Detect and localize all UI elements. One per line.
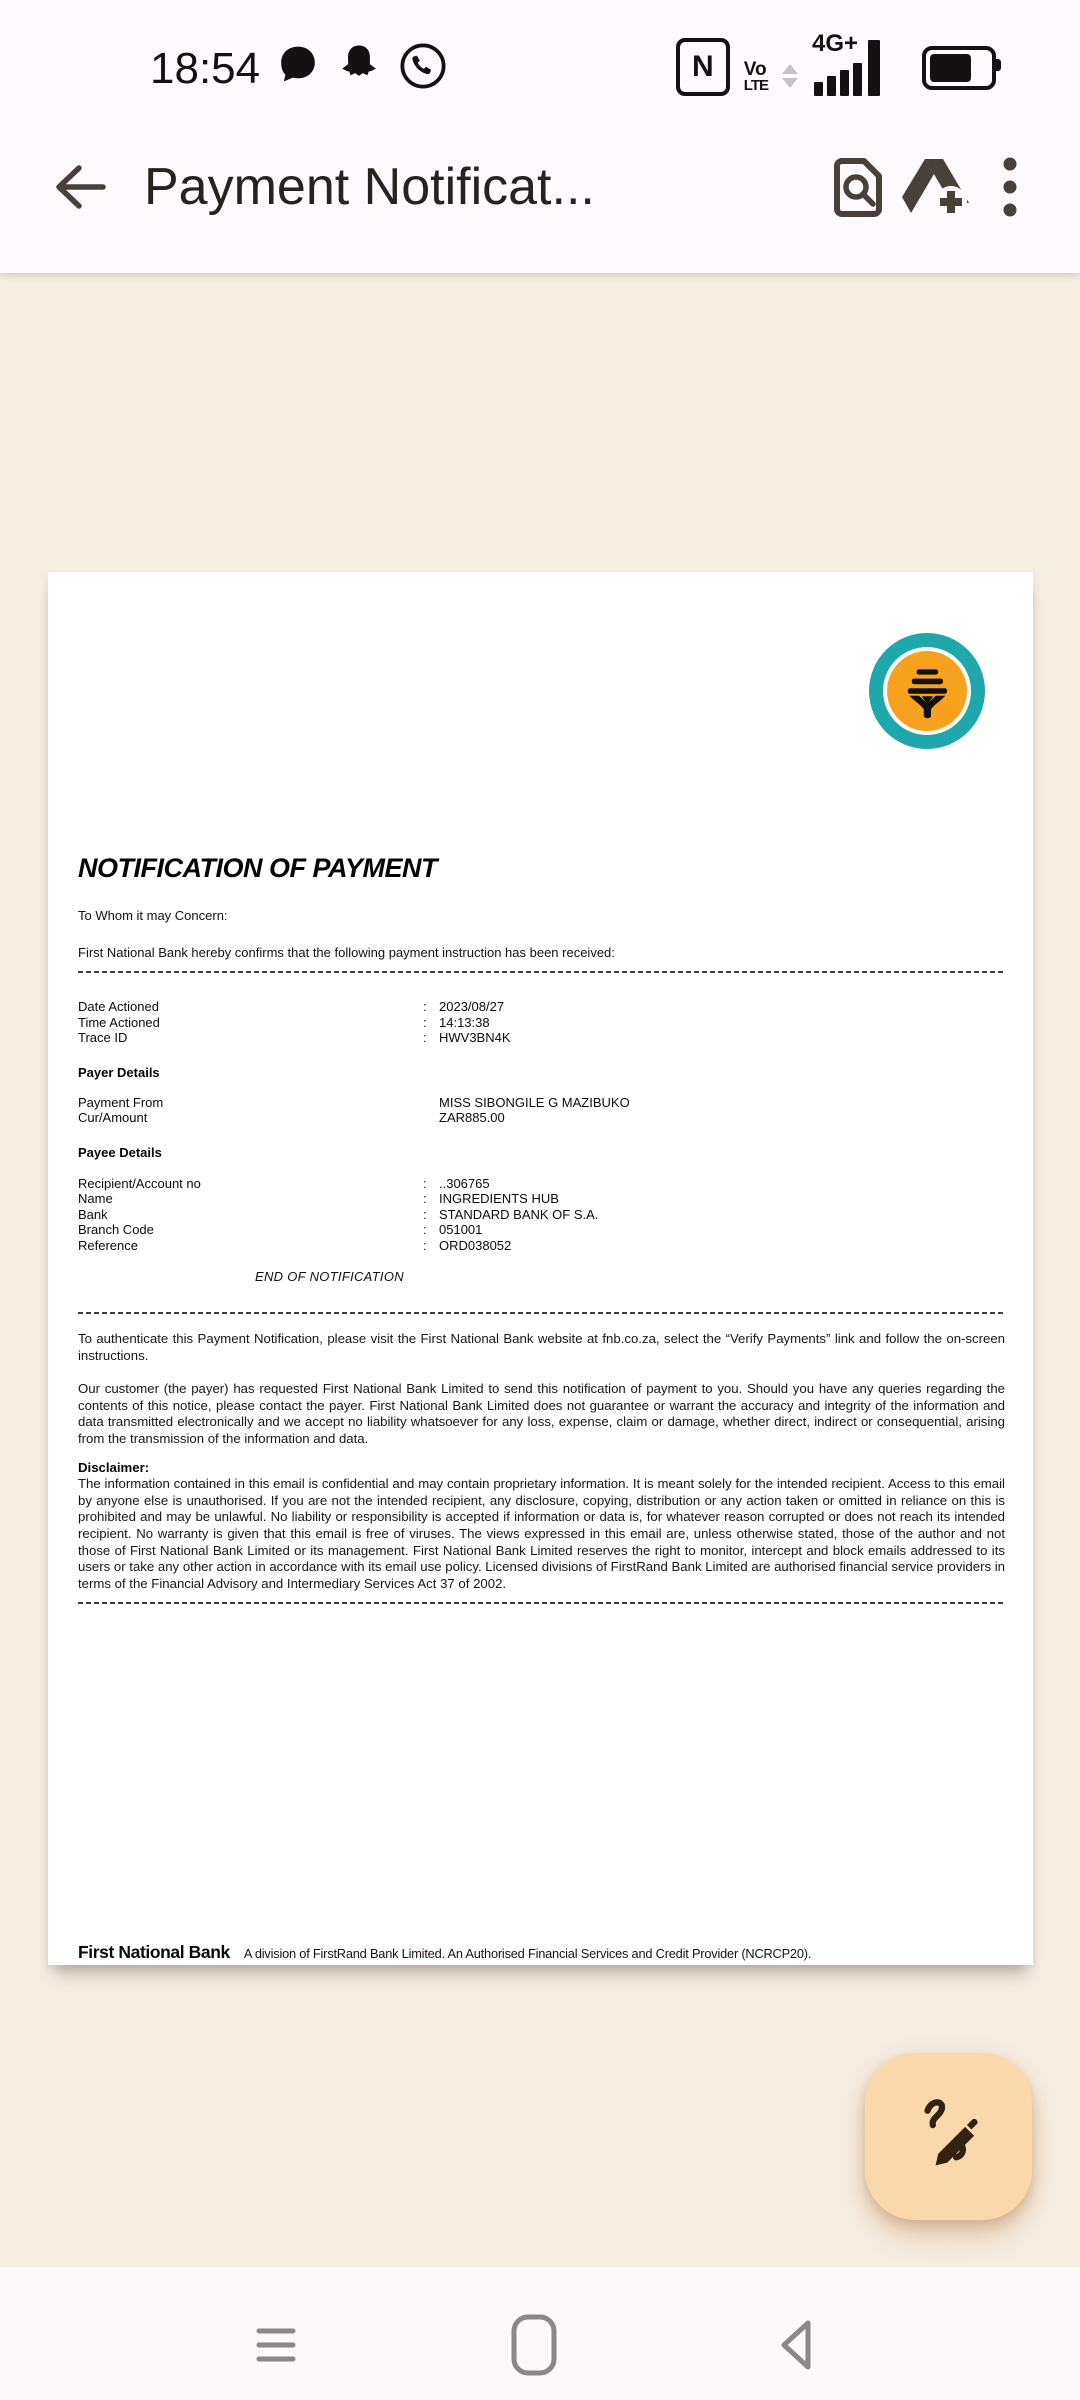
- field-separator: :: [423, 1191, 427, 1206]
- field-label: Recipient/Account no: [78, 1175, 201, 1191]
- annotate-fab[interactable]: [865, 2053, 1032, 2220]
- disclaimer-paragraph: The information contained in this email is confidential and may contain proprietary information. It is meant solely for the intended recipient. Access to this email by anyone else is unauthorised. If you are not the intended recipient, any disclosure, copying, distribution or any action taken or omitted in reliance on this is prohibited and may be unlawful. No liability or responsibility is accepted if information or data is, for whatever reason corrupted or does not reach its intended recipient. No warranty is given that this email is free of viruses. The views expressed in this email are, unless otherwise stated, those of the author and not those of First National Bank Limited or its management. First National Bank Limited reserves the right to monitor, intercept and block emails addressed to its users or take any other action in accordance with its email use policy. Licensed divisions of FirstRand Bank Limited are authorised financial service providers in terms of the Financial Advisory and Intermediary Services Act 37 of 2002.: [78, 1476, 1005, 1591]
- document-heading: NOTIFICATION OF PAYMENT: [78, 853, 437, 883]
- field-label: Date Actioned: [78, 999, 159, 1014]
- field-separator: :: [423, 1222, 427, 1237]
- table-row: [78, 1207, 1005, 1223]
- table-row: [78, 1095, 1005, 1111]
- navigation-bar: [0, 2267, 1080, 2400]
- volte-icon: Vo LTE: [743, 59, 768, 94]
- snapchat-icon: [336, 41, 382, 96]
- payer-details-heading: Payer Details: [78, 1064, 160, 1080]
- field-value: INGREDIENTS HUB: [439, 1191, 559, 1206]
- table-row: [78, 1110, 1005, 1126]
- pdf-page: [48, 572, 1033, 1965]
- intro-line: First National Bank hereby confirms that the following payment instruction has been received:: [78, 945, 615, 960]
- field-separator: :: [423, 1206, 427, 1222]
- field-label: Payment From: [78, 1094, 164, 1110]
- field-separator: :: [423, 1175, 427, 1191]
- field-separator: :: [423, 1014, 427, 1030]
- table-row: [78, 1015, 1005, 1031]
- data-activity-icon: [782, 64, 798, 96]
- fnb-logo: [887, 651, 967, 731]
- field-label: Time Actioned: [78, 1014, 160, 1030]
- payer-rows: [78, 1095, 1005, 1126]
- field-separator: :: [423, 1030, 427, 1045]
- field-value: ..306765: [439, 1175, 490, 1191]
- status-bar: [0, 0, 1080, 100]
- table-row: [78, 999, 1005, 1015]
- field-value: 14:13:38: [439, 1014, 490, 1030]
- field-label: Name: [78, 1191, 113, 1206]
- field-value: 2023/08/27: [439, 999, 505, 1014]
- field-value: ZAR885.00: [439, 1110, 505, 1125]
- dashed-divider: [78, 971, 1005, 973]
- overflow-menu-button[interactable]: [972, 137, 1048, 237]
- battery-icon: [922, 46, 996, 90]
- table-row: [78, 1191, 1005, 1207]
- chat-bubble-icon: [276, 42, 320, 95]
- status-left: [150, 41, 448, 96]
- table-row: [78, 1030, 1005, 1046]
- app-bar: [0, 100, 1080, 273]
- dashed-divider: [78, 1602, 1005, 1604]
- recents-button[interactable]: [248, 2317, 304, 2373]
- footer-text: A division of FirstRand Bank Limited. An Authorised Financial Services and Credit Provider (NCRCP20).: [243, 1946, 812, 1962]
- find-in-document-button[interactable]: [820, 137, 896, 237]
- signature-pen-icon: [906, 2091, 992, 2182]
- field-value: ORD038052: [439, 1237, 512, 1253]
- field-label: Branch Code: [78, 1222, 154, 1237]
- signal-strength-icon: 4G+: [812, 34, 908, 96]
- payee-details-heading: Payee Details: [78, 1144, 162, 1160]
- back-nav-button[interactable]: [769, 2317, 825, 2373]
- field-separator: [423, 1095, 439, 1111]
- page-title: Payment Notificat...: [144, 157, 595, 216]
- field-separator: :: [423, 1237, 427, 1253]
- phone-icon: [398, 41, 448, 96]
- field-separator: :: [423, 999, 427, 1014]
- salutation: To Whom it may Concern:: [78, 908, 228, 923]
- authenticate-paragraph: To authenticate this Payment Notification, please visit the First National Bank website at fnb.co.za, select the “Verify Payments” link and follow the on-screen instructions.: [78, 1331, 1005, 1363]
- meta-rows: [78, 999, 1005, 1046]
- home-button[interactable]: [506, 2317, 562, 2373]
- payee-rows: [78, 1176, 1005, 1254]
- table-row: [78, 1222, 1005, 1238]
- customer-paragraph: Our customer (the payer) has requested First National Bank Limited to send this notification of payment to you. Should you have any queries regarding the contents of this notice, please contact the payer. First National Bank Limited does not guarantee or warrant the accuracy and integrity of the information and data transmitted electronically and we accept no liability whatsoever for any loss, expense, claim or damage, whether direct, indirect or consequential, arising from the transmission of the information and data.: [78, 1381, 1005, 1446]
- table-row: [78, 1238, 1005, 1254]
- status-clock: 18:54: [150, 43, 261, 93]
- end-of-notification: END OF NOTIFICATION: [255, 1269, 404, 1284]
- dashed-divider: [78, 1312, 1005, 1314]
- field-label: Cur/Amount: [78, 1110, 148, 1125]
- table-row: [78, 1176, 1005, 1192]
- footer-brand: First National Bank: [78, 1942, 230, 1963]
- add-to-drive-button[interactable]: [896, 137, 972, 237]
- field-value: MISS SIBONGILE G MAZIBUKO: [439, 1094, 630, 1110]
- status-right: [676, 30, 996, 96]
- top-chrome: [0, 0, 1080, 273]
- field-value: STANDARD BANK OF S.A.: [439, 1206, 599, 1222]
- field-label: Bank: [78, 1206, 108, 1222]
- field-value: HWV3BN4K: [439, 1030, 511, 1045]
- disclaimer-heading: Disclaimer:: [78, 1459, 150, 1475]
- field-label: Trace ID: [78, 1030, 128, 1045]
- field-separator: [423, 1110, 439, 1126]
- nfc-icon: N: [676, 38, 730, 96]
- pdf-viewer-area[interactable]: [0, 273, 1080, 2267]
- page-footer: [78, 1942, 1005, 1963]
- back-button[interactable]: [42, 137, 118, 237]
- field-label: Reference: [78, 1237, 138, 1253]
- field-value: 051001: [439, 1222, 483, 1237]
